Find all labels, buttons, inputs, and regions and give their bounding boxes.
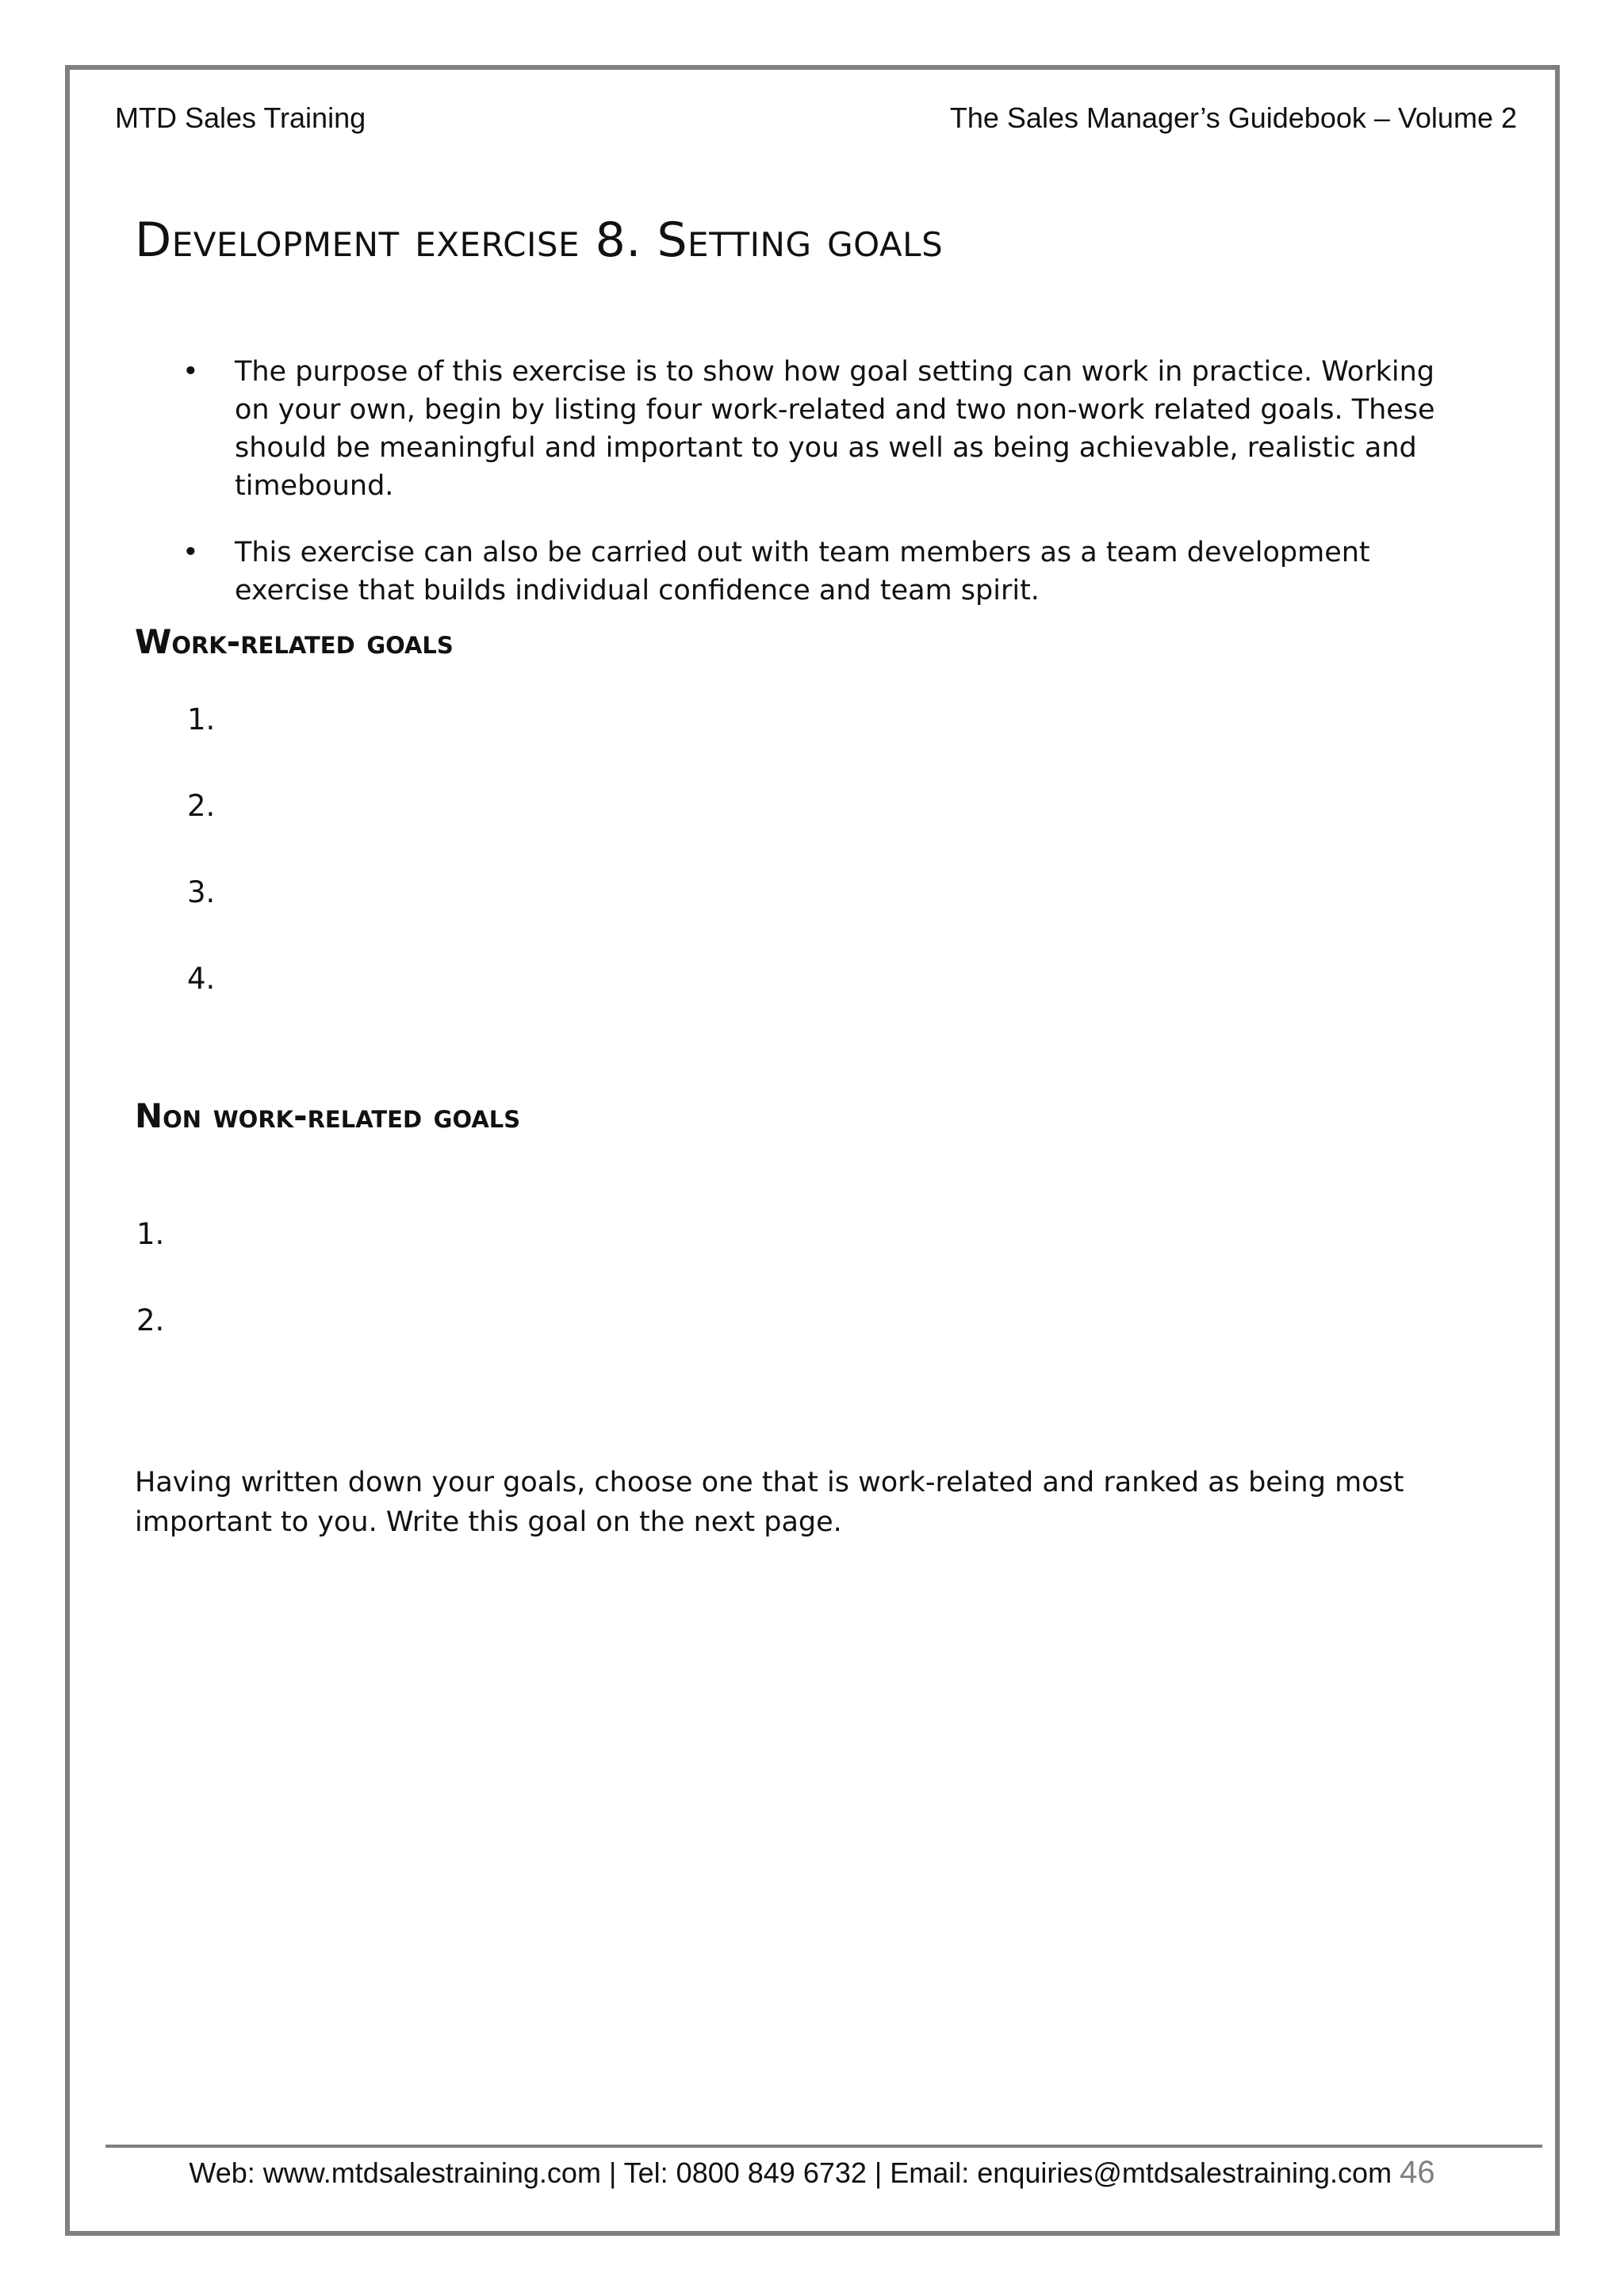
work-goal-number: 3. — [187, 875, 216, 909]
work-goals-heading: Work-related goals — [135, 622, 454, 661]
nonwork-goal-number: 2. — [136, 1303, 165, 1337]
work-goal-number: 2. — [187, 789, 216, 823]
footer-contact: Web: www.mtdsalestraining.com | Tel: 0800 849 6732 | Email: enquiries@mtdsalestraining.com — [189, 2156, 1392, 2189]
work-goal-number: 4. — [187, 962, 216, 996]
nonwork-goal-number: 1. — [136, 1217, 165, 1251]
nonwork-goals-heading: Non work-related goals — [135, 1096, 521, 1135]
work-goal-number: 1. — [187, 702, 216, 737]
instruction-list — [182, 353, 1467, 638]
header-publisher: MTD Sales Training — [115, 101, 366, 134]
page-title: Development exercise 8. Setting goals — [135, 212, 944, 268]
page-number: 46 — [1400, 2155, 1435, 2190]
instruction-bullet: • The purpose of this exercise is to show how goal setting can work in practice. Working on your own, begin by listing four work-related and two non-work related goals. These should be meaningful and important to you as well as being achievable, realistic and timebound. — [182, 353, 1467, 505]
footer — [0, 2155, 1624, 2191]
header-book-title: The Sales Manager’s Guidebook – Volume 2 — [949, 101, 1517, 134]
footer-divider — [105, 2145, 1542, 2148]
closing-paragraph: Having written down your goals, choose one that is work-related and ranked as being most important to you. Write this goal on the next page. — [135, 1467, 1404, 1538]
instruction-bullet: • This exercise can also be carried out with team members as a team development exercise that builds individual confidence and team spirit. — [182, 534, 1467, 610]
